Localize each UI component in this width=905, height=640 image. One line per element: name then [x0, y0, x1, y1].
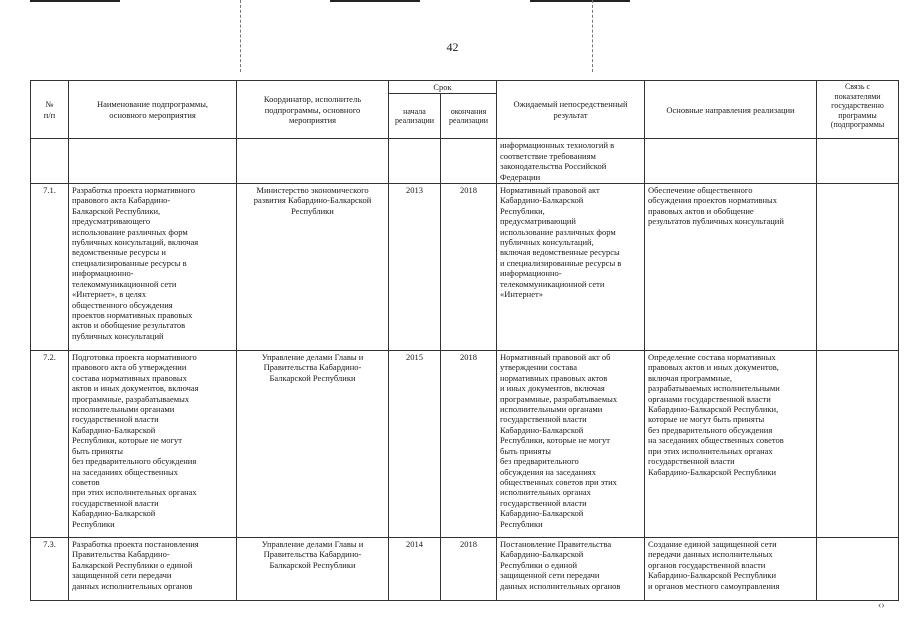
- row-result: информационных технологий в соответствие требованиям законодательства Российской Федерации: [497, 139, 645, 184]
- program-table: [30, 80, 899, 601]
- header-result: Ожидаемый непосредственный результат: [497, 81, 645, 139]
- row-link: [817, 351, 899, 538]
- row-directions: Определение состава нормативных правовых актов и иных документов, включая программные, разрабатываемых исполнительными органами государственной власти Кабардино-Балкарской Республики, которые не могут быть приняты без предварительного обсуждения на заседаниях общественных советов при этих исполнительных органах государственной власти Кабардино-Балкарской Республики: [645, 351, 817, 538]
- row-coordinator: Министерство экономического развития Кабардино-Балкарской Республики: [237, 184, 389, 351]
- row-start: 2015: [389, 351, 441, 538]
- header-term: Срок: [389, 81, 497, 94]
- header-num: № п/п: [31, 81, 69, 139]
- header-start: начала реализации: [389, 94, 441, 139]
- header-name: Наименование подпрограммы, основного мероприятия: [69, 81, 237, 139]
- row-result: Постановление Правительства Кабардино-Балкарской Республики о единой защищенной сети передачи данных исполнительных органов: [497, 538, 645, 601]
- header-directions: Основные направления реализации: [645, 81, 817, 139]
- row-end: 2018: [441, 351, 497, 538]
- row-end: 2018: [441, 538, 497, 601]
- header-row-top: [31, 81, 899, 94]
- row-link: [817, 139, 899, 184]
- row-start: [389, 139, 441, 184]
- row-name: Разработка проекта постановления Правительства Кабардино- Балкарской Республики о единой защищенной сети передачи данных исполнительных органов: [69, 538, 237, 601]
- row-name: Подготовка проекта нормативного правового акта об утверждении состава нормативных правовых актов и иных документов, включая программные, разрабатываемых исполнительными органами государственной власти Кабардино-Балкарской Республики, которые не могут быть приняты без предварительного обсуждения на заседаниях общественных советов при этих исполнительных органах государственной власти Кабардино-Балкарской Республики: [69, 351, 237, 538]
- row-coordinator: Управление делами Главы и Правительства Кабардино- Балкарской Республики: [237, 351, 389, 538]
- row-link: [817, 184, 899, 351]
- top-rule-left: [30, 0, 120, 2]
- row-name: [69, 139, 237, 184]
- scan-mark: ‹›: [878, 600, 885, 611]
- table-row-7-3: [31, 538, 899, 601]
- table-row-7-1: [31, 184, 899, 351]
- row-num: 7.1.: [31, 184, 69, 351]
- page-number: 42: [446, 40, 459, 54]
- row-num: 7.3.: [31, 538, 69, 601]
- table-row-continuation: [31, 139, 899, 184]
- header-link: Связь с показателями государственно программы (подпрограммы: [817, 81, 899, 139]
- row-result: Нормативный правовой акт об утверждении состава нормативных правовых актов и иных документов, включая программные, разрабатываемых исполнительными органами государственной власти Кабардино-Балкарской Республики, которые не могут быть приняты без предварительного обсуждения на заседаниях общественных советов при этих исполнительных органах государственной власти Кабардино-Балкарской Республики: [497, 351, 645, 538]
- row-name: Разработка проекта нормативного правового акта Кабардино- Балкарской Республики, предусматривающего использование различных форм публичных консультаций, включая ведомственные ресурсы и специализированные ресурсы в информационно- телекоммуникационной сети «Интернет», в целях общественного обсуждения проектов нормативных правовых актов и обобщение результатов публичных консультаций: [69, 184, 237, 351]
- row-link: [817, 538, 899, 601]
- row-directions: [645, 139, 817, 184]
- row-start: 2013: [389, 184, 441, 351]
- scan-line-right: [592, 0, 594, 72]
- row-result: Нормативный правовой акт Кабардино-Балкарской Республики, предусматривающий использование различных форм публичных консультаций, включая ведомственные ресурсы и специализированные ресурсы в информационно- телекоммуникационной сети «Интернет»: [497, 184, 645, 351]
- row-coordinator: [237, 139, 389, 184]
- top-rule-middle: [330, 0, 420, 2]
- header-end: окончания реализации: [441, 94, 497, 139]
- row-directions: Обеспечение общественного обсуждения проектов нормативных правовых актов и обобщение результатов публичных консультаций: [645, 184, 817, 351]
- row-directions: Создание единой защищенной сети передачи данных исполнительных органов государственной власти Кабардино-Балкарской Республики и органов местного самоуправления: [645, 538, 817, 601]
- scan-line-left: [240, 0, 242, 72]
- top-rule-right: [530, 0, 630, 2]
- row-end: 2018: [441, 184, 497, 351]
- row-num: [31, 139, 69, 184]
- row-start: 2014: [389, 538, 441, 601]
- header-coordinator: Координатор, исполнитель подпрограммы, основного мероприятия: [237, 81, 389, 139]
- row-end: [441, 139, 497, 184]
- row-num: 7.2.: [31, 351, 69, 538]
- row-coordinator: Управление делами Главы и Правительства Кабардино- Балкарской Республики: [237, 538, 389, 601]
- table-row-7-2: [31, 351, 899, 538]
